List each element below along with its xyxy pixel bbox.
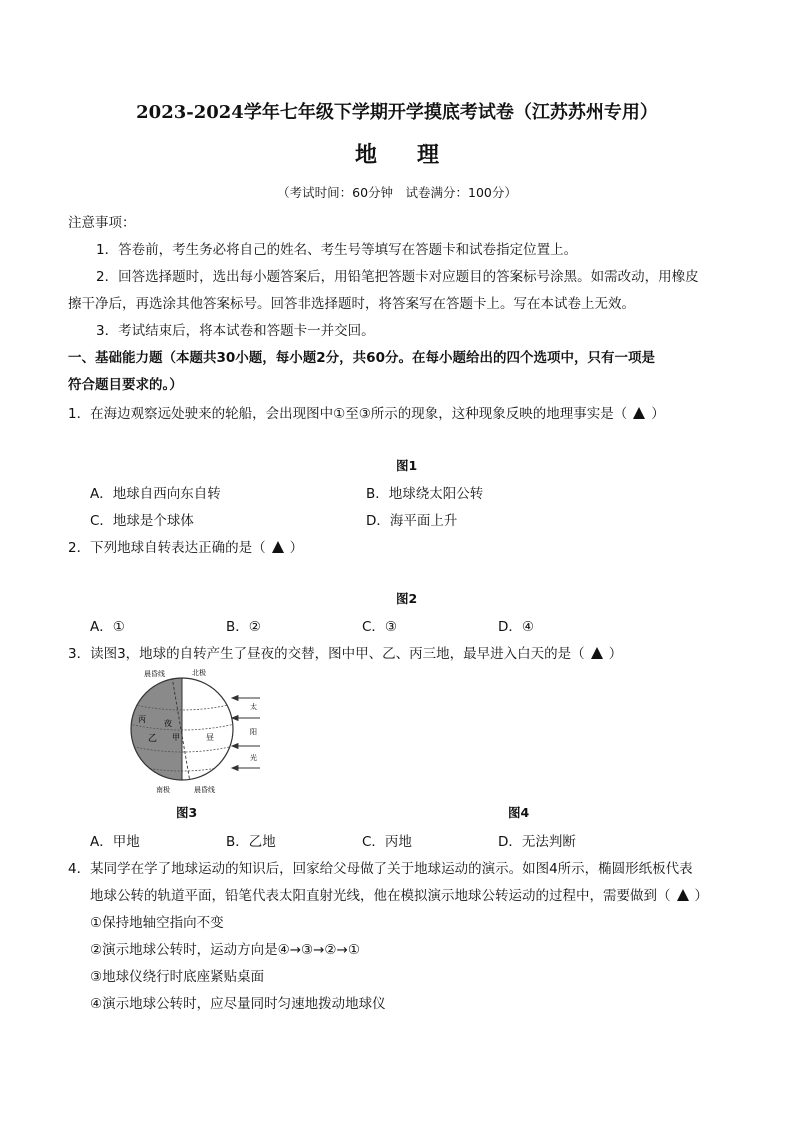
- q3-option-a[interactable]: A．甲地: [90, 834, 140, 850]
- figure-2-caption: 图2: [396, 591, 418, 606]
- exam-meta: （考试时间：60分钟 试卷满分：100分）: [277, 185, 517, 200]
- answer-blank-triangle-icon: [591, 647, 603, 659]
- question-1-text: 1．在海边观察远处驶来的轮船，会出现图中①至③所示的现象，这种现象反映的地理事实是（: [68, 406, 628, 422]
- place-bing-label: 丙: [138, 715, 146, 724]
- sunlight-label-1: 太: [250, 703, 257, 711]
- answer-blank-triangle-icon: [677, 889, 689, 901]
- figure-3-caption: 图3: [176, 805, 198, 820]
- q3-option-d[interactable]: D．无法判断: [498, 834, 576, 850]
- question-4-text: 地球公转的轨道平面，铅笔代表太阳直射光线，他在模拟演示地球公转运动的过程中，需要做到（: [90, 888, 671, 904]
- q4-statement-2: ②演示地球公转时，运动方向是④→③→②→①: [90, 942, 360, 958]
- place-yi-label: 乙: [148, 734, 158, 744]
- note-item: 擦干净后，再选涂其他答案标号。回答非选择题时，将答案写在答题卡上。写在本试卷上无效。: [68, 296, 635, 312]
- q2-option-a[interactable]: A．①: [90, 619, 125, 635]
- q1-option-b[interactable]: B．地球绕太阳公转: [366, 486, 484, 502]
- sunlight-label-3: 光: [250, 754, 257, 762]
- answer-blank-triangle-icon: [633, 407, 645, 419]
- q4-statement-1: ①保持地轴空指向不变: [90, 915, 224, 931]
- dusk-line-label-top: 晨昏线: [144, 670, 165, 678]
- note-item: 1．答卷前，考生务必将自己的姓名、考生号等填写在答题卡和试卷指定位置上。: [96, 242, 578, 258]
- question-2-close: ）: [289, 540, 304, 556]
- south-pole-label: 南极: [156, 786, 170, 794]
- question-3-text: 3．读图3，地球的自转产生了昼夜的交替，图中甲、乙、丙三地，最早进入白天的是（: [68, 646, 585, 662]
- sunlight-label-2: 阳: [250, 728, 257, 736]
- question-2-text: 2．下列地球自转表达正确的是（: [68, 540, 266, 556]
- q4-statement-4: ④演示地球公转时，应尽量同时匀速地拨动地球仪: [90, 996, 386, 1012]
- q3-option-c[interactable]: C．丙地: [362, 834, 412, 850]
- figure-1-caption: 图1: [396, 458, 418, 473]
- q2-option-b[interactable]: B．②: [226, 619, 261, 635]
- question-4-line-2: [90, 884, 708, 904]
- notes-heading: 注意事项：: [68, 215, 136, 231]
- place-jia-label: 甲: [172, 733, 180, 742]
- subject-title: 地理: [354, 142, 479, 168]
- dusk-line-label-bottom: 晨昏线: [194, 786, 215, 794]
- question-1-stem: [68, 402, 665, 422]
- q4-statement-3: ③地球仪绕行时底座紧贴桌面: [90, 969, 265, 985]
- question-3-close: ）: [608, 646, 623, 662]
- q1-option-c[interactable]: C．地球是个球体: [90, 513, 194, 529]
- section-heading-cont: 符合题目要求的。）: [68, 377, 183, 393]
- q2-option-d[interactable]: D．④: [498, 619, 534, 635]
- question-2-stem: [68, 536, 303, 556]
- question-4-line-1: 4．某同学在学了地球运动的知识后，回家给父母做了关于地球运动的演示。如图4所示，椭圆形纸板代表: [68, 861, 693, 877]
- q1-option-d[interactable]: D．海平面上升: [366, 513, 458, 529]
- question-1-close: ）: [651, 406, 665, 422]
- q1-option-a[interactable]: A．地球自西向东自转: [90, 486, 221, 502]
- day-label: 昼: [206, 733, 214, 742]
- section-heading: 一、基础能力题（本题共30小题，每小题2分，共60分。在每小题给出的四个选项中，只有一项是: [68, 350, 655, 366]
- figure-4-caption: 图4: [508, 805, 530, 820]
- night-side: [126, 664, 182, 794]
- exam-title: 2023-2024学年七年级下学期开学摸底考试卷（江苏苏州专用）: [136, 102, 658, 123]
- note-item: 3．考试结束后，将本试卷和答题卡一并交回。: [96, 323, 375, 339]
- night-label: 夜: [164, 719, 172, 728]
- q2-option-c[interactable]: C．③: [362, 619, 398, 635]
- note-item: 2．回答选择题时，选出每小题答案后，用铅笔把答题卡对应题目的答案标号涂黑。如需改动，用橡皮: [96, 269, 699, 285]
- north-pole-label: 北极: [192, 669, 206, 677]
- figure-3-earth-diagram: [126, 664, 266, 794]
- q3-option-b[interactable]: B．乙地: [226, 834, 276, 850]
- answer-blank-triangle-icon: [272, 541, 284, 553]
- question-4-close: ）: [694, 888, 708, 904]
- question-3-stem: [68, 642, 622, 662]
